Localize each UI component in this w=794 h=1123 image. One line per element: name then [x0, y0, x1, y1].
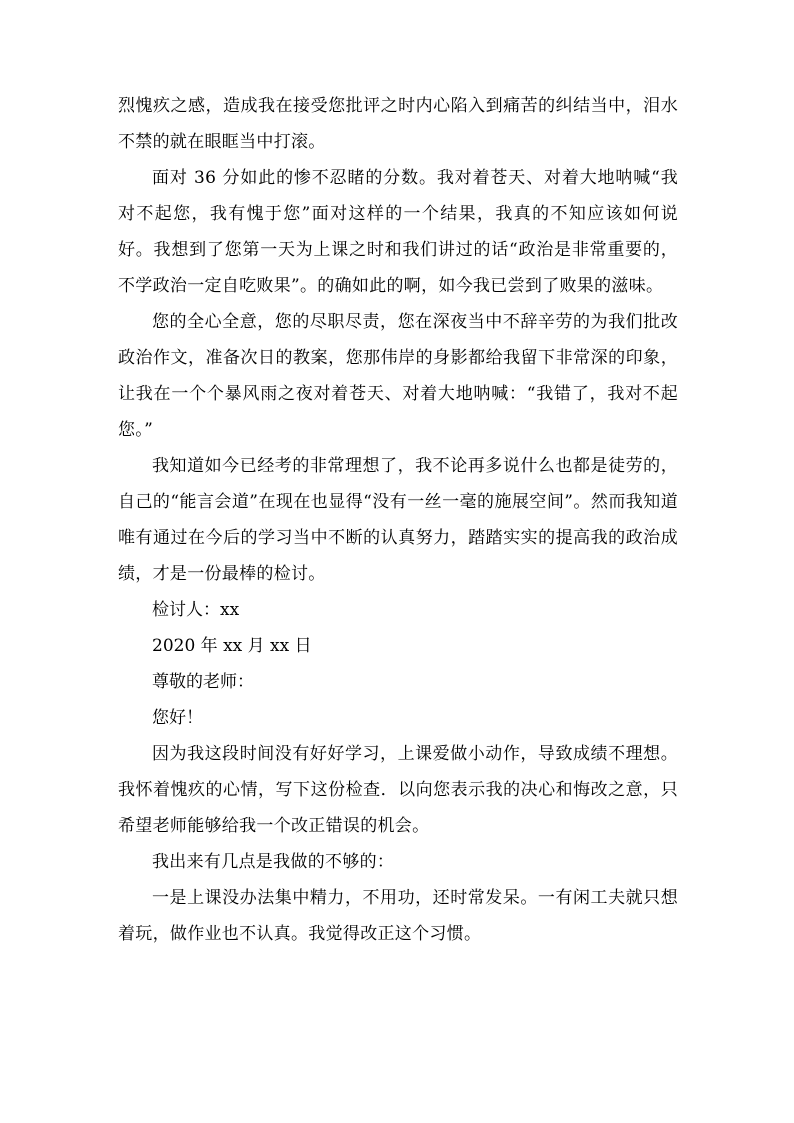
paragraph-reason: 因为我这段时间没有好好学习，上课爱做小动作，导致成绩不理想。我怀着愧疚的心情，写下这份检查．以向您表示我的决心和悔改之意，只希望老师能够给我一个改正错误的机会。 — [118, 744, 678, 836]
signature-line: 检讨人：xx — [152, 600, 240, 620]
paragraph-point-one: 一是上课没办法集中精力，不用功，还时常发呆。一有闲工夫就只想着玩，做作业也不认真。我觉得改正这个习惯。 — [118, 888, 678, 944]
paragraph-teacher-dedication: 您的全心全意，您的尽职尽责，您在深夜当中不辞辛劳的为我们批改政治作文，准备次日的教案，您那伟岸的身影都给我留下非常深的印象，让我在一个个暴风雨之夜对着苍天、对着大地呐喊：“我错了，我对不起您。” — [118, 312, 678, 440]
paragraph-points-intro: 我出来有几点是我做的不够的： — [152, 852, 395, 872]
paragraph-continuation: 烈愧疚之感，造成我在接受您批评之时内心陷入到痛苦的纠结当中，泪水不禁的就在眼眶当中打滚。 — [118, 96, 678, 152]
date-line: 2020 年 xx 月 xx 日 — [152, 636, 312, 656]
paragraph-resolution: 我知道如今已经考的非常理想了，我不论再多说什么也都是徒劳的，自己的“能言会道”在现在也显得“没有一丝一毫的施展空间”。然而我知道唯有通过在今后的学习当中不断的认真努力，踏踏实实的提高我的政治成绩，才是一份最棒的检讨。 — [118, 456, 678, 584]
greeting: 您好！ — [152, 708, 203, 728]
salutation: 尊敬的老师： — [152, 672, 254, 692]
paragraph-score: 面对 36 分如此的惨不忍睹的分数。我对着苍天、对着大地呐喊“我对不起您，我有愧于您”面对这样的一个结果，我真的不知应该如何说好。我想到了您第一天为上课之时和我们讲过的话“政治是非常重要的，不学政治一定自吃败果”。的确如此的啊，如今我已尝到了败果的滋味。 — [118, 168, 678, 296]
document-page — [118, 88, 678, 952]
